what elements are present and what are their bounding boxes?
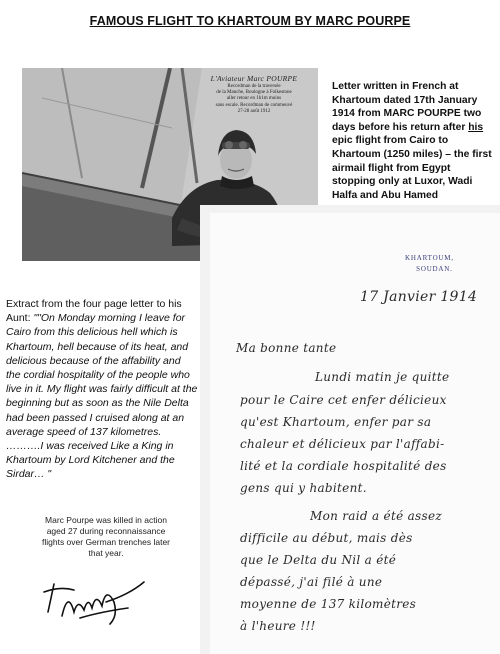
letter-line: moyenne de 137 kilomètres: [240, 597, 417, 611]
postcard-caption: [198, 74, 310, 115]
letter-line: dépassé, j'ai filé à une: [240, 575, 383, 589]
letterhead: [405, 253, 454, 275]
description-text: Letter written in French at Khartoum dated 17th January 1914 from MARC POURPE two days before his return after: [332, 81, 482, 133]
death-note: Marc Pourpe was killed in action aged 27 during reconnaissance flights over German trenches later that year.: [41, 515, 171, 558]
letter-line: pour le Caire cet enfer délicieux: [240, 393, 447, 407]
handwritten-letter-scan: [200, 205, 500, 654]
postcard-caption-line: Recordman de la traversée: [227, 84, 281, 89]
letter-line: lité et la cordiale hospitalité des: [240, 459, 447, 473]
extract-quote: ""On Monday morning I leave for Cairo from this delicious hell which is Khartoum, hell because of its heat, and delicious because of the affability and the cordial hospitality of the people who live in it. My flight was fairly difficult at the beginning but as soon as the Nile Delta had been passed I cruised along at an average speed of 137 kilometres. ……….I was received Like a King in Khartoum by Lord Kitchener and the Sirdar… ": [6, 312, 198, 481]
letter-line: Mon raid a été assez: [310, 509, 442, 523]
signature: [40, 572, 150, 639]
description-text-continued: epic flight from Cairo to Khartoum (1250 miles) – the first airmail flight from Egypt stopping only at Luxor, Wadi Halfa and Abu Hamed: [332, 135, 492, 201]
postcard-caption-line: 27-28 août 1912: [237, 108, 271, 114]
letterhead-country: SOUDAN.: [416, 265, 453, 273]
letter-page: [210, 213, 500, 654]
letter-line: Ma bonne tante: [236, 341, 337, 355]
postcard-caption-line: sans escale. Recordman de commeuvé: [215, 102, 293, 108]
letter-line: à l'heure !!!: [240, 619, 316, 633]
letter-extract: [6, 297, 198, 482]
postcard-title: L'Aviateur Marc POURPE: [210, 74, 298, 83]
signature-scribble: [40, 572, 150, 634]
postcard-caption-line: de la Manche, Boulogne à Folkestone: [216, 90, 292, 96]
page-title: FAMOUS FLIGHT TO KHARTOUM BY MARC POURPE: [89, 14, 411, 28]
letterhead-city: KHARTOUM,: [405, 254, 454, 262]
letter-line: difficile au début, mais dès: [240, 531, 413, 545]
letter-description: [332, 80, 496, 202]
description-underlined-word: his: [468, 121, 484, 133]
postcard-caption-line: aller retour en 1h1m moins: [226, 96, 282, 102]
letter-line: chaleur et délicieux par l'affabi-: [240, 437, 445, 451]
letter-line: Lundi matin je quitte: [315, 370, 450, 384]
extract-intro: Extract from the four page letter to his Aunt:: [6, 298, 182, 325]
letter-line: gens qui y habitent.: [240, 481, 367, 495]
letter-line: que le Delta du Nil a été: [240, 553, 397, 567]
letter-date: 17 Janvier 1914: [360, 289, 478, 305]
letter-line: qu'est Khartoum, enfer par sa: [240, 415, 432, 429]
postcard-caption-text: [198, 84, 310, 115]
